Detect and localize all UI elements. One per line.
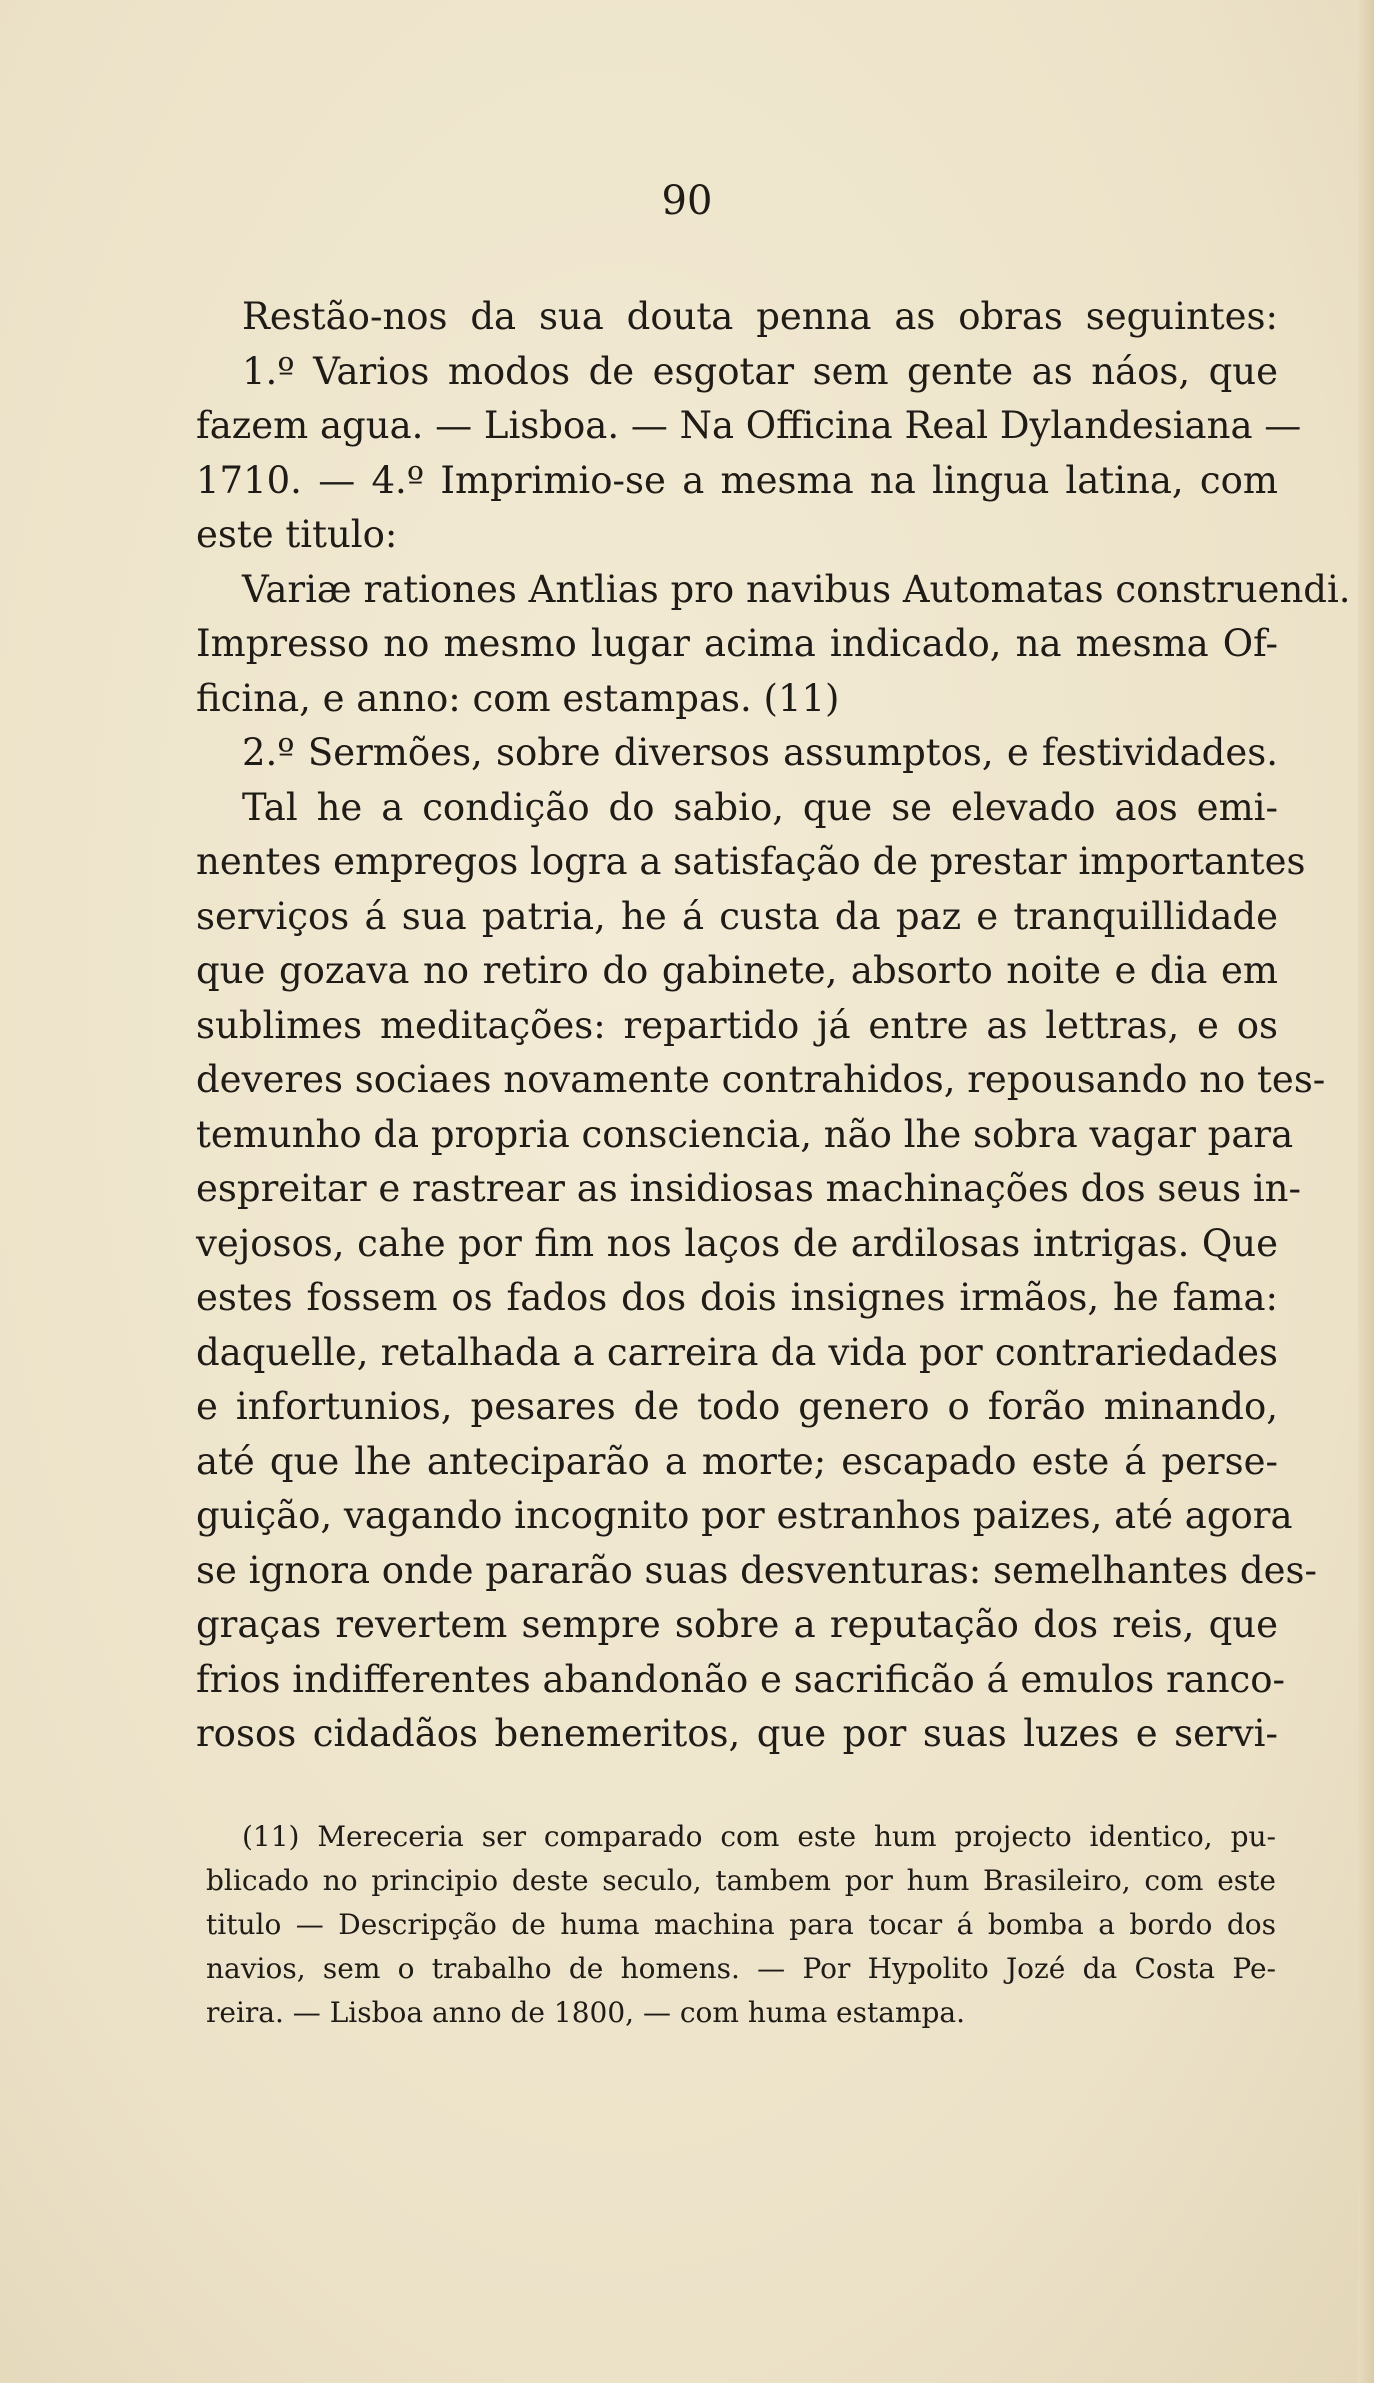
text-line: ficina, e anno: com estampas. (11) (196, 676, 840, 720)
text-line: sublimes meditações: repartido já entre as lettras, e os (196, 1003, 1278, 1047)
text-line: que gozava no retiro do gabinete, absorto noite e dia em (196, 949, 1278, 992)
text-line: Impresso no mesmo lugar acima indicado, na mesma Of- (196, 622, 1278, 665)
footnote-line: titulo — Descripção de huma machina para tocar á bomba a bordo dos (206, 1908, 1276, 1941)
page-edge (1358, 0, 1374, 2383)
text-line: 1.º Varios modos de esgotar sem gente as náos, que (242, 349, 1278, 393)
text-line: rosos cidadãos benemeritos, que por suas luzes e servi- (196, 1712, 1278, 1755)
text-line: Restão-nos da sua douta penna as obras seguintes: (242, 295, 1278, 338)
text-line: serviços á sua patria, he á custa da paz e tranquillidade (196, 894, 1278, 938)
text-line: espreitar e rastrear as insidiosas machinações dos seus in- (196, 1167, 1301, 1210)
page-number: 90 (661, 178, 713, 224)
text-line: e infortunios, pesares de todo genero o forão minando, (196, 1385, 1278, 1428)
footnote-line: (11) Mereceria ser comparado com este hum projecto identico, pu- (242, 1820, 1276, 1853)
text-line: este titulo: (196, 513, 398, 556)
text-line: se ignora onde pararão suas desventuras: semelhantes des- (196, 1548, 1317, 1592)
text-line: 2.º Sermões, sobre diversos assumptos, e festividades. (242, 731, 1278, 774)
text-line: vejosos, cahe por fim nos laços de ardilosas intrigas. Que (196, 1221, 1278, 1265)
text-line: frios indifferentes abandonão e sacrificão á emulos ranco- (196, 1657, 1286, 1701)
text-line: até que lhe anteciparão a morte; escapado este á perse- (196, 1439, 1278, 1483)
text-line: 1710. — 4.º Imprimio-se a mesma na lingua latina, com (196, 458, 1278, 502)
text-line: estes fossem os fados dos dois insignes irmãos, he fama: (196, 1276, 1278, 1319)
footnote-line: reira. — Lisboa anno de 1800, — com huma estampa. (206, 1996, 966, 2029)
text-line: Tal he a condição do sabio, que se elevado aos emi- (242, 785, 1278, 829)
text-line: deveres sociaes novamente contrahidos, repousando no tes- (196, 1058, 1326, 1101)
text-line: temunho da propria consciencia, não lhe sobra vagar para (196, 1112, 1294, 1156)
body-text (196, 290, 1351, 1762)
footnote-line: navios, sem o trabalho de homens. — Por Hypolito Jozé da Costa Pe- (206, 1952, 1276, 1985)
footnote-line: blicado no principio deste seculo, tambem por hum Brasileiro, com este (206, 1864, 1276, 1897)
text-line: fazem agua. — Lisboa. — Na Officina Real Dylandesiana — (196, 404, 1302, 447)
text-line: daquelle, retalhada a carreira da vida por contrariedades (196, 1330, 1278, 1374)
text-line: Variæ rationes Antlias pro navibus Automatas construendi. (242, 567, 1351, 611)
footnotes (206, 1815, 1276, 2035)
text-line: guição, vagando incognito por estranhos paizes, até agora (196, 1494, 1293, 1537)
text-line: nentes empregos logra a satisfação de prestar importantes (196, 840, 1306, 883)
text-line: graças revertem sempre sobre a reputação dos reis, que (196, 1603, 1278, 1646)
